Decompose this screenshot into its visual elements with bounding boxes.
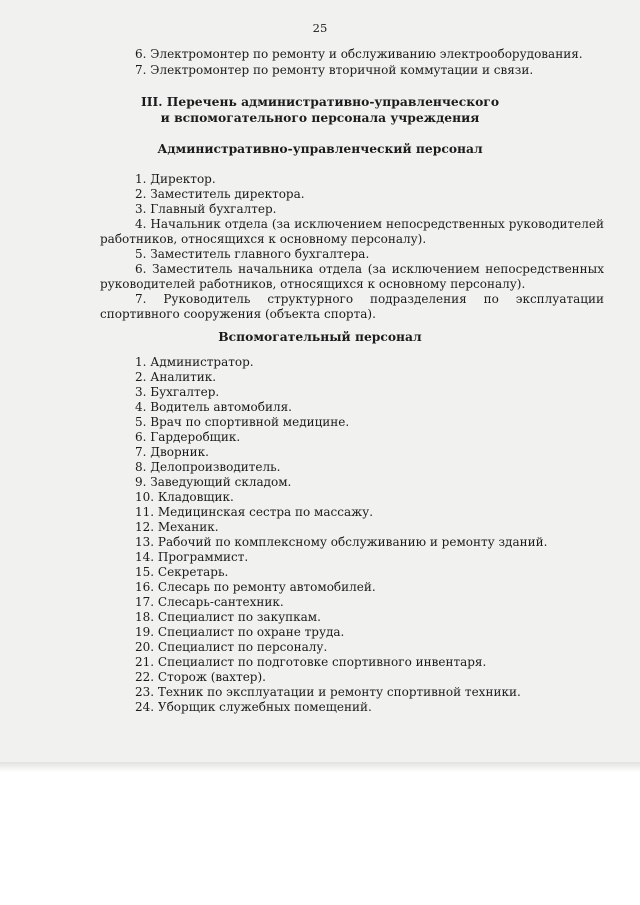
support-item: 3. Бухгалтер.: [135, 385, 220, 399]
support-item: 19. Специалист по охране труда.: [135, 625, 345, 639]
page-edge-shadow: [0, 762, 640, 772]
admin-item: 1. Директор.: [135, 172, 216, 186]
support-item: 8. Делопроизводитель.: [135, 460, 281, 474]
support-item: 22. Сторож (вахтер).: [135, 670, 266, 684]
support-item: 11. Медицинская сестра по массажу.: [135, 505, 374, 519]
section-title: III. Перечень административно-управленческого: [140, 94, 500, 109]
list-item: 7. Электромонтер по ремонту вторичной коммутации и связи.: [135, 63, 534, 77]
section-title: и вспомогательного персонала учреждения: [160, 110, 480, 125]
admin-item: 5. Заместитель главного бухгалтера.: [135, 247, 370, 261]
list-item: 6. Электромонтер по ремонту и обслуживанию электрооборудования.: [135, 47, 583, 61]
support-item: 17. Слесарь-сантехник.: [135, 595, 284, 609]
support-item: 15. Секретарь.: [135, 565, 229, 579]
admin-item: 7. Руководитель структурного подразделения по эксплуатации: [135, 292, 604, 306]
support-item: 7. Дворник.: [135, 445, 209, 459]
support-item: 16. Слесарь по ремонту автомобилей.: [135, 580, 376, 594]
support-item: 12. Механик.: [135, 520, 219, 534]
admin-item-continuation: работников, относящихся к основному персоналу).: [100, 232, 427, 246]
admin-item: 6. Заместитель начальника отдела (за исключением непосредственных: [135, 262, 604, 276]
admin-item-continuation: руководителей работников, относящихся к основному персоналу).: [100, 277, 526, 291]
page-number: 25: [312, 21, 328, 35]
admin-item-continuation: спортивного сооружения (объекта спорта).: [100, 307, 376, 321]
support-item: 23. Техник по эксплуатации и ремонту спортивной техники.: [135, 685, 521, 699]
support-item: 2. Аналитик.: [135, 370, 217, 384]
support-item: 20. Специалист по персоналу.: [135, 640, 328, 654]
support-item: 5. Врач по спортивной медицине.: [135, 415, 350, 429]
support-item: 21. Специалист по подготовке спортивного инвентаря.: [135, 655, 487, 669]
support-item: 24. Уборщик служебных помещений.: [135, 700, 372, 714]
support-item: 9. Заведующий складом.: [135, 475, 292, 489]
support-item: 14. Программист.: [135, 550, 249, 564]
support-item: 13. Рабочий по комплексному обслуживанию и ремонту зданий.: [135, 535, 548, 549]
support-item: 4. Водитель автомобиля.: [135, 400, 292, 414]
support-item: 1. Администратор.: [135, 355, 254, 369]
support-item: 10. Кладовщик.: [135, 490, 234, 504]
admin-item: 4. Начальник отдела (за исключением непосредственных руководителей: [135, 217, 604, 231]
support-heading: Вспомогательный персонал: [218, 329, 422, 344]
support-item: 18. Специалист по закупкам.: [135, 610, 321, 624]
admin-item: 2. Заместитель директора.: [135, 187, 305, 201]
admin-item: 3. Главный бухгалтер.: [135, 202, 277, 216]
support-item: 6. Гардеробщик.: [135, 430, 241, 444]
admin-heading: Административно-управленческий персонал: [157, 141, 483, 156]
